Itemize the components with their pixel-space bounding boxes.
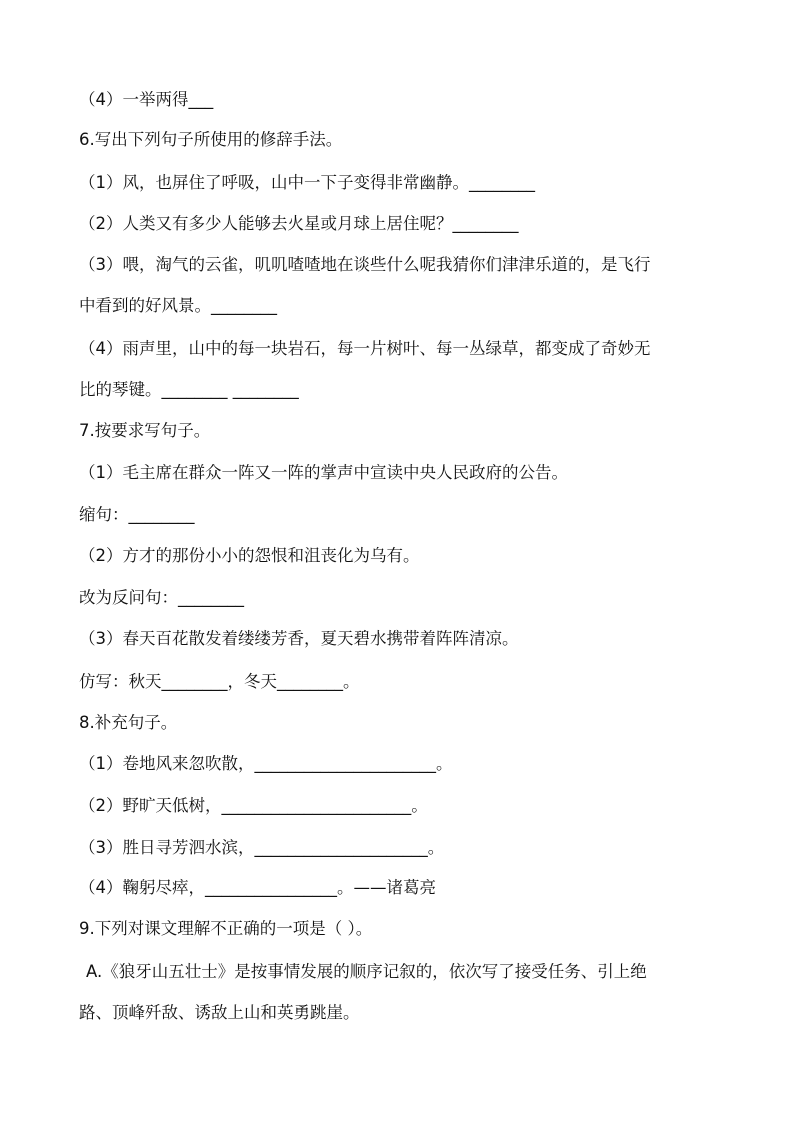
q7-item-1: （1）毛主席在群众一阵又一阵的掌声中宣读中央人民政府的公告。 [79,463,568,482]
q9-option-a-line-2: 路、顶峰歼敌、诱敌上山和英勇跳崖。 [79,1003,360,1022]
q6-heading: 6.写出下列句子所使用的修辞手法。 [79,130,343,149]
q7-item-2: （2）方才的那份小小的怨恨和沮丧化为乌有。 [79,546,420,565]
q7-item-3: （3）春天百花散发着缕缕芳香，夏天碧水携带着阵阵清凉。 [79,629,519,648]
q6-item-3-line-2: 中看到的好风景。________ [79,296,277,315]
q8-item-1: （1）卷地风来忽吹散，______________________。 [79,754,453,773]
q8-item-4: （4）鞠躬尽瘁，________________。——诸葛亮 [79,878,436,897]
q7-heading: 7.按要求写句子。 [79,421,211,440]
q8-item-3: （3）胜日寻芳泗水滨，_____________________。 [79,838,445,857]
q6-item-3-line-1: （3）喂，淘气的云雀，叽叽喳喳地在谈些什么呢我猜你们津津乐道的，是飞行 [79,255,651,274]
q9-option-a-line-1: A.《狼牙山五壮士》是按事情发展的顺序记叙的，依次写了接受任务、引上绝 [86,962,647,981]
q7-item-2-answer: 改为反问句：________ [79,588,244,607]
q5-item-4: （4）一举两得___ [79,90,214,109]
q7-item-3-answer: 仿写：秋天________，冬天________。 [79,672,360,691]
q8-item-2: （2）野旷天低树，_______________________。 [79,796,428,815]
q8-heading: 8.补充句子。 [79,713,178,732]
q9-heading: 9.下列对课文理解不正确的一项是（ ）。 [79,919,373,938]
q6-item-2: （2）人类又有多少人能够去火星或月球上居住呢？________ [79,214,519,233]
q6-item-1: （1）风，也屏住了呼吸，山中一下子变得非常幽静。________ [79,173,535,192]
q6-item-4-line-1: （4）雨声里，山中的每一块岩石，每一片树叶、每一丛绿草，都变成了奇妙无 [79,339,651,358]
q7-item-1-answer: 缩句：________ [79,505,195,524]
q6-item-4-line-2: 比的琴键。________ ________ [79,380,299,399]
